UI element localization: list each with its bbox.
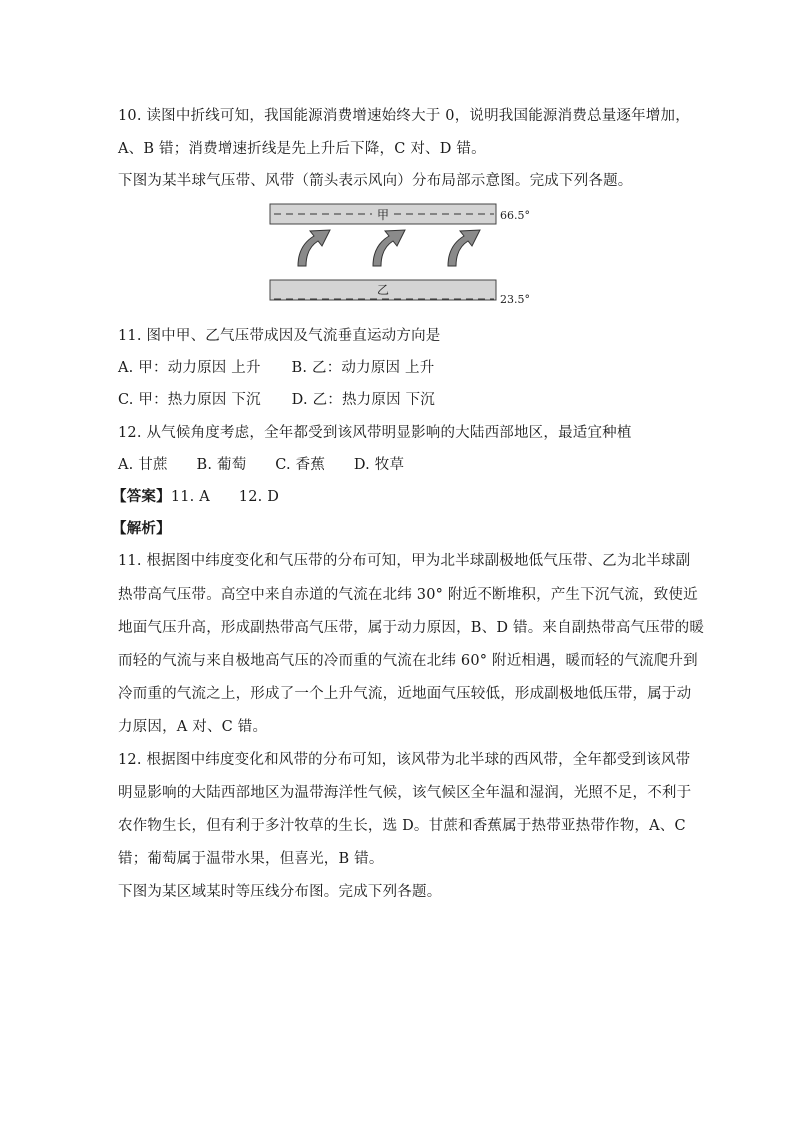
group1-intro: 下图为某半球气压带、风带（箭头表示风向）分布局部示意图。完成下列各题。 (118, 173, 633, 189)
top-belt-label: 甲 (376, 208, 390, 222)
q11-options-row-2 (118, 388, 435, 409)
group2-intro: 下图为某区域某时等压线分布图。完成下列各题。 (118, 884, 442, 900)
answer-label: 【答案】 (112, 488, 171, 505)
q12-options-row (118, 453, 404, 474)
bottom-latitude-label: 23.5° (500, 293, 530, 304)
wind-arrow-3 (448, 230, 480, 266)
analysis11-line-2: 热带高气压带。高空中来自赤道的气流在北纬 30° 附近不断堆积，产生下沉气流，致使近 (118, 587, 698, 603)
analysis11-line-6: 力原因，A 对、C 错。 (118, 719, 268, 735)
q10-analysis-line-2: A、B 错；消费增速折线是先上升后下降，C 对、D 错。 (118, 141, 486, 157)
analysis12-line-1: 12. 根据图中纬度变化和风带的分布可知，该风带为北半球的西风带，全年都受到该风带 (118, 752, 691, 768)
q10-analysis-line-1: 10. 读图中折线可知，我国能源消费增速始终大于 0，说明我国能源消费总量逐年增加， (118, 108, 690, 124)
analysis12-line-3: 农作物生长，但有利于多汁牧草的生长，选 D。甘蔗和香蕉属于热带亚热带作物，A、C (118, 818, 686, 834)
q12-option-b[interactable]: B. 葡萄 (196, 457, 247, 473)
q11-option-b[interactable]: B. 乙：动力原因 上升 (291, 360, 435, 376)
analysis11-line-1: 11. 根据图中纬度变化和气压带的分布可知，甲为北半球副极地低气压带、乙为北半球副 (118, 553, 691, 569)
q12-option-c[interactable]: C. 香蕉 (275, 457, 326, 473)
top-latitude-label: 66.5° (500, 209, 530, 222)
analysis-label: 【解析】 (112, 520, 171, 537)
q11-option-d[interactable]: D. 乙：热力原因 下沉 (291, 392, 435, 408)
belt-diagram-svg (268, 200, 548, 304)
analysis11-line-4: 而轻的气流与来自极地高气压的冷而重的气流在北纬 60° 附近相遇，暖而轻的气流爬升到 (118, 653, 698, 669)
q12-option-d[interactable]: D. 牧草 (353, 457, 405, 473)
analysis12-line-2: 明显影响的大陆西部地区为温带海洋性气候，该气候区全年温和湿润，光照不足，不利于 (118, 785, 692, 801)
bottom-belt-label: 乙 (376, 283, 390, 297)
q11-options-row-1 (118, 356, 434, 377)
analysis11-line-5: 冷而重的气流之上，形成了一个上升气流，近地面气压较低，形成副极地低压带，属于动 (118, 686, 692, 702)
q11-option-c[interactable]: C. 甲：热力原因 下沉 (118, 392, 261, 408)
q12-stem: 12. 从气候角度考虑，全年都受到该风带明显影响的大陆西部地区，最适宜种植 (118, 425, 632, 441)
wind-arrow-1 (298, 230, 330, 266)
analysis12-line-4: 错；葡萄属于温带水果，但喜光，B 错。 (118, 851, 384, 867)
wind-arrow-2 (373, 230, 405, 266)
pressure-wind-belt-figure (268, 200, 548, 304)
q11-stem: 11. 图中甲、乙气压带成因及气流垂直运动方向是 (118, 328, 441, 344)
answer-text: 11. A 12. D (170, 489, 280, 505)
q11-option-a[interactable]: A. 甲：动力原因 上升 (118, 360, 261, 376)
analysis11-line-3: 地面气压升高，形成副热带高气压带，属于动力原因，B、D 错。来自副热带高气压带的暖 (118, 620, 705, 636)
q12-option-a[interactable]: A. 甘蔗 (118, 457, 168, 473)
answer-line (112, 485, 279, 506)
